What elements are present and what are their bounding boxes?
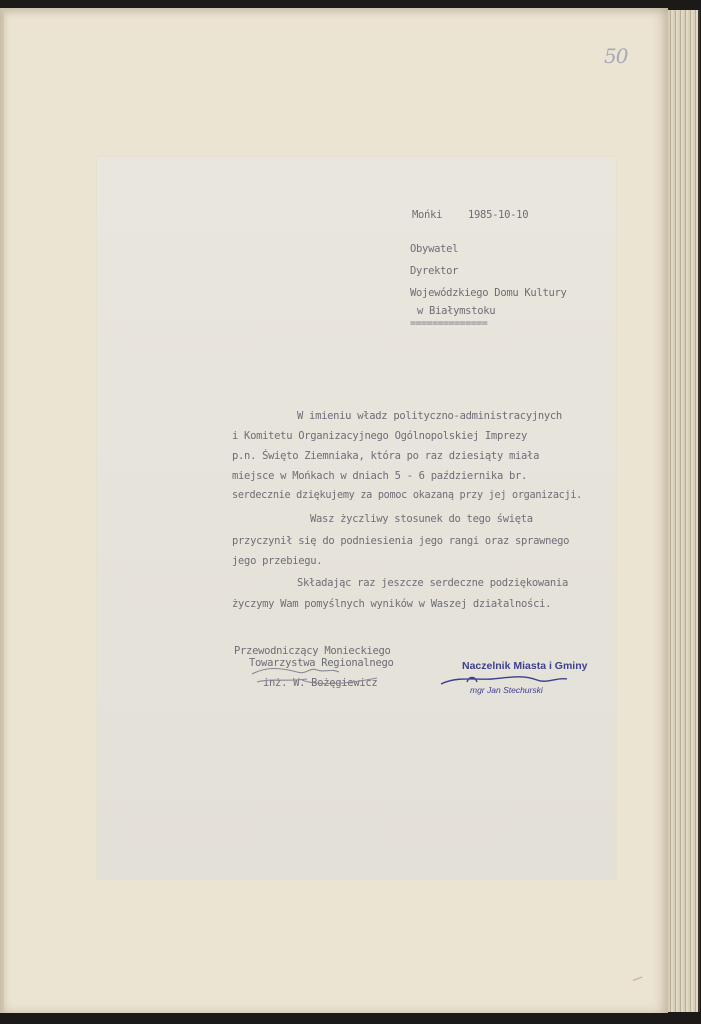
body-line: jego przebiegu. — [232, 555, 323, 567]
handwritten-signature-left — [247, 662, 387, 692]
signatory-title: Przewodniczący Monieckiego — [234, 645, 391, 657]
recipient-line: Wojewódzkiego Domu Kultury — [410, 287, 567, 299]
recipient-line: Obywatel — [410, 243, 459, 255]
signatory-title: Towarzystwa Regionalnego — [249, 657, 394, 669]
body-line: i Komitetu Organizacyjnego Ogólnopolskiej Imprezy — [232, 430, 528, 442]
body-line: serdecznie dziękujemy za pomoc okazaną przy jej organizacji. — [232, 490, 583, 501]
stacked-page-edges — [668, 10, 700, 1012]
body-line: Wasz życzliwy stosunek do tego święta — [310, 513, 533, 525]
official-stamp-name: mgr Jan Stechurski — [470, 685, 543, 695]
letter-sheet — [97, 157, 616, 879]
body-line: p.n. Święto Ziemniaka, która po raz dziesiąty miała — [232, 450, 540, 462]
letter-place: Mońki — [412, 209, 443, 221]
body-line: życzymy Wam pomyślnych wyników w Waszej działalności. — [232, 598, 552, 610]
letter-date: 1985-10-10 — [468, 209, 529, 221]
body-line: Składając raz jeszcze serdeczne podziękowania — [297, 577, 568, 589]
signatory-name: inż. W. Bożęgiewicz — [263, 677, 378, 689]
page-number: 50 — [604, 44, 628, 68]
album-page — [4, 8, 668, 1013]
recipient-line: Dyrektor — [410, 265, 459, 277]
official-stamp-title: Naczelnik Miasta i Gminy — [462, 660, 588, 672]
recipient-line: w Białymstoku — [417, 305, 496, 317]
pencil-mark — [633, 977, 645, 989]
body-line: przyczynił się do podniesienia jego rangi oraz sprawnego — [232, 535, 570, 547]
body-line: miejsce w Mońkach w dniach 5 - 6 października br. — [232, 470, 528, 482]
recipient-underline: ============== — [410, 318, 488, 329]
body-line: W imieniu władz polityczno-administracyjnych — [297, 410, 562, 422]
